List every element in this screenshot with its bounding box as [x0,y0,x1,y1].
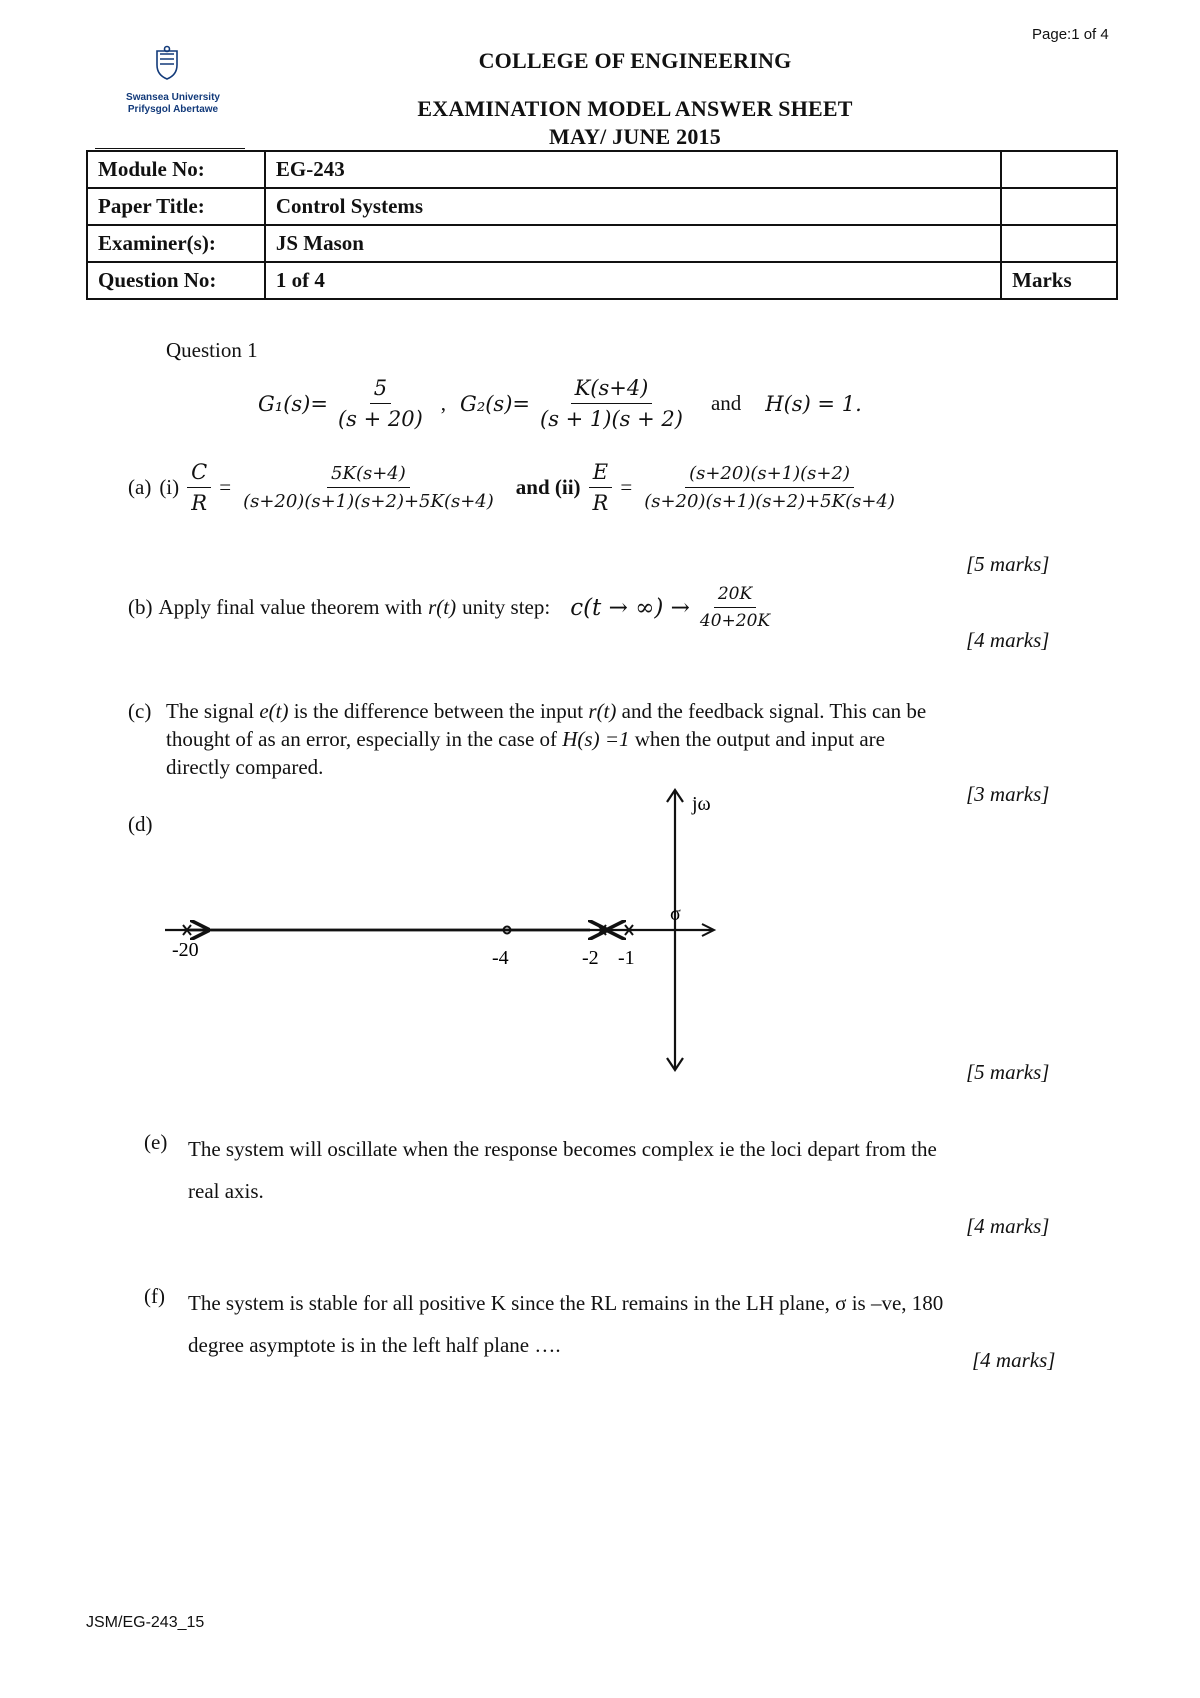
part-b-rt: r(t) [428,595,457,619]
part-c-t6: directly compared. [166,755,324,779]
g1-lhs: G₁(s)= [258,391,328,416]
college-heading: COLLEGE OF ENGINEERING [478,48,792,73]
g1-fraction [334,376,427,431]
part-c-t2: is the difference between the input [288,699,589,723]
root-locus-plot [150,780,730,1080]
g2-numerator: K(s+4) [571,376,653,404]
given-functions: G₁(s)= $\frac{5}{(s + 20)}$ , G₂(s)= $\frac{K(s+4)}{(s + 1)(s + 2)}$ and H(s) = 1. [258,376,862,431]
examiner-value: JS Mason [265,225,1001,262]
part-b-marks: [4 marks] [966,628,1050,652]
cr-rhs-numerator: 5K(s+4) [327,463,410,488]
equals-sign: = [620,475,633,499]
part-c-hs: H(s) =1 [562,727,630,751]
sheet-heading: EXAMINATION MODEL ANSWER SHEET [417,96,853,121]
part-f-marks: [4 marks] [972,1348,1056,1372]
part-b-expression: c(t → ∞) → [570,594,690,621]
paper-title-value: Control Systems [265,188,1001,225]
er-denominator: R [592,491,609,515]
part-b-numerator: 20K [714,584,756,608]
equals-sign: = [219,475,232,499]
module-no-label: Module No: [87,151,265,188]
g2-denominator: (s + 1)(s + 2) [540,407,683,431]
part-b [128,584,774,631]
er-fraction [589,460,613,515]
table-cell-empty [1001,188,1117,225]
jw-label: jω [692,793,711,815]
er-numerator: E [589,460,612,488]
part-b-label: (b) [128,595,153,619]
table-row [87,188,1117,225]
tick-label: -4 [492,947,509,969]
part-c-marks: [3 marks] [966,782,1050,806]
paper-title-label: Paper Title: [87,188,265,225]
question-no-label: Question No: [87,262,265,299]
cr-rhs-denominator: (s+20)(s+1)(s+2)+5K(s+4) [243,491,494,512]
part-d-label: (d) [128,812,153,836]
part-e-line2: real axis. [188,1179,264,1203]
session-heading: MAY/ JUNE 2015 [549,124,721,149]
footer-code: JSM/EG-243_15 [86,1614,205,1631]
page-number: Page:1 of 4 [1032,26,1109,43]
part-c-t1: The signal [166,699,260,723]
part-b-denominator: 40+20K [699,611,771,631]
h-equation: H(s) = 1. [765,391,862,416]
g2-lhs: G₂(s)= [460,391,530,416]
er-rhs-denominator: (s+20)(s+1)(s+2)+5K(s+4) [644,491,895,512]
module-no-value: EG-243 [265,151,1001,188]
tick-label: -1 [618,947,635,969]
part-f-line1: The system is stable for all positive K since the RL remains in the LH plane, σ is –ve, 180 [188,1291,944,1315]
examiner-label: Examiner(s): [87,225,265,262]
table-row [87,225,1117,262]
part-a [128,460,899,515]
part-e-line1: The system will oscillate when the response becomes complex ie the loci depart from the [188,1137,937,1161]
cr-rhs-fraction [239,463,498,512]
marks-header: Marks [1001,262,1117,299]
part-b-text-post: unity step: [462,595,551,619]
logo-text-line1: Swansea University [126,92,220,103]
part-c-t4: thought of as an error, especially in the case of [166,727,563,751]
part-f-line2: degree asymptote is in the left half plane …. [188,1333,561,1357]
part-a-marks: [5 marks] [966,552,1050,576]
g2-fraction [536,376,687,431]
part-c-label: (c) [128,699,152,723]
part-c-rt: r(t) [588,699,617,723]
and-word: and [710,391,742,415]
part-c-et: e(t) [259,699,289,723]
er-rhs-fraction [640,463,899,512]
part-e-text [188,1128,1068,1212]
part-d-marks: [5 marks] [966,1060,1050,1084]
part-f-text [188,1282,1088,1366]
logo-text-line2: Prifysgol Abertawe [127,104,219,115]
part-b-fraction [696,584,774,631]
part-f-label: (f) [144,1284,165,1308]
cr-denominator: R [191,491,208,515]
part-a-i: (i) [159,475,180,499]
module-info-table [86,150,1118,300]
part-c-text [166,697,1066,781]
part-e-marks: [4 marks] [966,1214,1050,1238]
cr-fraction [187,460,211,515]
table-cell-empty [1001,151,1117,188]
question-no-value: 1 of 4 [265,262,1001,299]
er-rhs-numerator: (s+20)(s+1)(s+2) [685,463,854,488]
table-row [87,262,1117,299]
part-c-t5: when the output and input are [629,727,885,751]
table-row [87,151,1117,188]
tick-label: -20 [172,939,199,961]
cr-numerator: C [187,460,211,488]
table-cell-empty [1001,225,1117,262]
part-e-label: (e) [144,1130,168,1154]
g1-denominator: (s + 20) [337,407,423,431]
g1-numerator: 5 [370,376,391,404]
sigma-label: σ [670,903,681,925]
part-a-label: (a) [128,475,152,499]
part-c-t3: and the feedback signal. This can be [616,699,927,723]
part-b-text-pre: Apply final value theorem with [158,595,423,619]
and-ii: and (ii) [515,475,581,499]
tick-label: -2 [582,947,599,969]
header-rule [95,148,245,149]
question-heading: Question 1 [166,338,258,362]
